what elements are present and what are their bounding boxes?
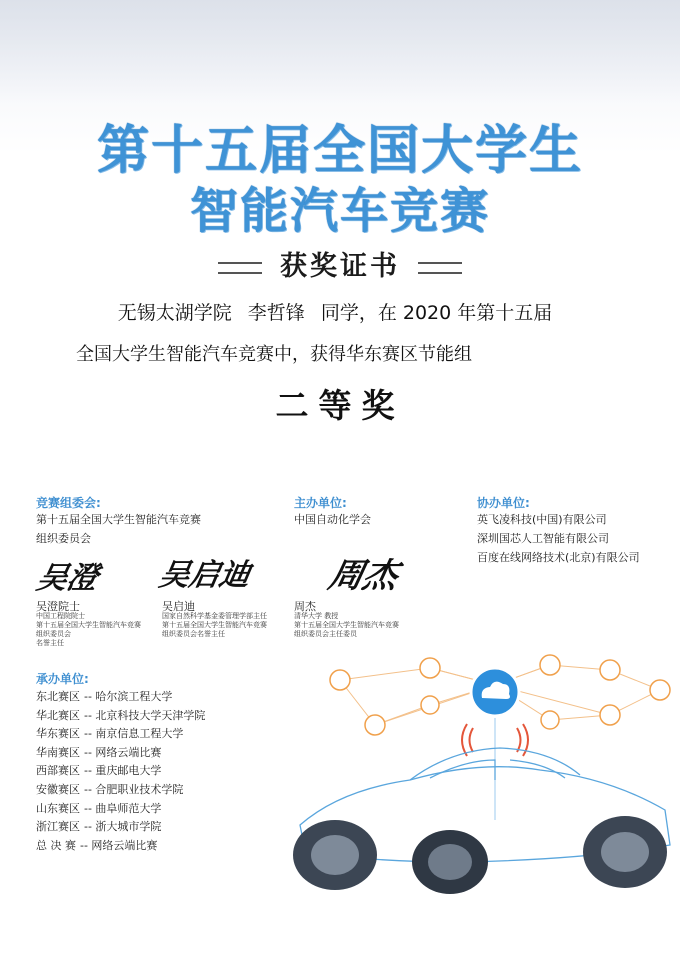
signatory-1-name: 吴澄院士 — [36, 600, 80, 613]
region-school: -- 合肥职业技术学院 — [84, 782, 184, 796]
signatory-1-title-4: 名誉主任 — [36, 639, 64, 647]
undertaker-row — [36, 707, 209, 726]
network-node-icon — [650, 680, 670, 700]
signatory-1-title-3: 组织委员会 — [36, 630, 71, 638]
region-label: 安徽赛区 — [36, 782, 80, 796]
network-node-icon — [600, 660, 620, 680]
region-school: -- 浙大城市学院 — [84, 820, 162, 834]
committee-heading: 竞赛组委会: — [36, 496, 101, 510]
region-label: 华北赛区 — [36, 708, 80, 722]
undertaker-row — [36, 818, 209, 837]
signatory-3-title-3: 组织委员会主任委员 — [294, 630, 357, 638]
network-node-icon — [330, 670, 350, 690]
signatory-2-title-3: 组织委员会名誉主任 — [162, 630, 225, 638]
co-organizer-2: 深圳国芯人工智能有限公司 — [477, 532, 609, 545]
network-node-icon — [540, 655, 560, 675]
undertakers-list — [36, 688, 209, 855]
co-organizer-1: 英飞凌科技(中国)有限公司 — [477, 513, 607, 526]
network-node-icon — [600, 705, 620, 725]
region-school: -- 曲阜师范大学 — [84, 801, 162, 815]
award-sentence-line1 — [0, 298, 680, 325]
committee-text — [36, 510, 201, 548]
region-label: 华南赛区 — [36, 745, 80, 759]
undertakers-heading: 承办单位: — [36, 672, 89, 686]
co-organizer-3: 百度在线网络技术(北京)有限公司 — [477, 551, 640, 564]
region-school: -- 北京科技大学天津学院 — [84, 708, 206, 722]
region-school: -- 网络云端比赛 — [84, 745, 162, 759]
undertaker-row — [36, 837, 209, 856]
undertaker-row — [36, 725, 209, 744]
region-school: -- 网络云端比赛 — [80, 838, 158, 852]
car-network-illustration — [280, 630, 680, 900]
prize-level: 二等奖 — [275, 386, 405, 425]
right-rule — [418, 262, 462, 274]
undertaker-row — [36, 744, 209, 763]
undertaker-row — [36, 762, 209, 781]
car-wheels — [293, 816, 667, 894]
signatory-1-titles — [36, 612, 141, 648]
title-line1: 第十五届全国大学生 — [96, 121, 583, 181]
network-node-icon — [365, 715, 385, 735]
signatory-3-title-1: 清华大学 教授 — [294, 612, 339, 620]
co-organizer-list — [477, 510, 640, 567]
region-label: 华东赛区 — [36, 727, 80, 741]
committee-line2: 组织委员会 — [36, 532, 91, 545]
network-node-icon — [541, 711, 559, 729]
signatory-2-titles — [162, 612, 267, 639]
undertaker-row — [36, 781, 209, 800]
top-band — [0, 0, 680, 104]
network-node-icon — [420, 658, 440, 678]
committee-line1: 第十五届全国大学生智能汽车竞赛 — [36, 513, 201, 526]
co-organizer-heading: 协办单位: — [477, 496, 530, 510]
signatory-3-name: 周杰 — [294, 600, 316, 613]
school-name: 无锡太湖学院 — [117, 302, 232, 324]
host-name: 中国自动化学会 — [294, 513, 371, 526]
region-school: -- 南京信息工程大学 — [84, 727, 184, 741]
signature-wu-cheng: 吴澄 — [33, 561, 101, 596]
region-label: 东北赛区 — [36, 690, 80, 703]
undertaker-row — [36, 688, 209, 707]
signatory-2-title-2: 第十五届全国大学生智能汽车竞赛 — [162, 621, 267, 629]
signatory-2-name: 吴启迪 — [162, 600, 195, 613]
region-school: -- 哈尔滨工程大学 — [84, 690, 173, 703]
left-rule — [218, 262, 262, 274]
host-heading: 主办单位: — [294, 496, 347, 510]
student-suffix: 同学，在 2020 年第十五届 — [320, 302, 553, 324]
certificate-subtitle — [0, 244, 680, 283]
award-sentence-line2: 全国大学生智能汽车竞赛中，获得华东赛区节能组 — [76, 344, 472, 365]
region-school: -- 重庆邮电大学 — [84, 764, 162, 778]
student-name: 李哲锋 — [247, 302, 305, 324]
cloud-icon — [471, 668, 519, 716]
signatory-2-title-1: 国家自然科学基金委管理学部主任 — [162, 612, 267, 620]
signature-zhou-jie: 周杰 — [325, 556, 402, 596]
subtitle-text: 获奖证书 — [280, 251, 400, 282]
undertaker-row — [36, 800, 209, 819]
region-label: 浙江赛区 — [36, 820, 80, 834]
region-label: 总 决 赛 — [36, 838, 76, 852]
region-label: 西部赛区 — [36, 764, 80, 778]
title-line2: 智能汽车竞赛 — [189, 183, 490, 239]
signatory-1-title-2: 第十五届全国大学生智能汽车竞赛 — [36, 621, 141, 629]
signatory-3-title-2: 第十五届全国大学生智能汽车竞赛 — [294, 621, 399, 629]
region-label: 山东赛区 — [36, 801, 80, 815]
signatory-1-title-1: 中国工程院院士 — [36, 612, 85, 620]
signature-wu-qidi: 吴启迪 — [156, 558, 253, 593]
network-node-icon — [421, 696, 439, 714]
